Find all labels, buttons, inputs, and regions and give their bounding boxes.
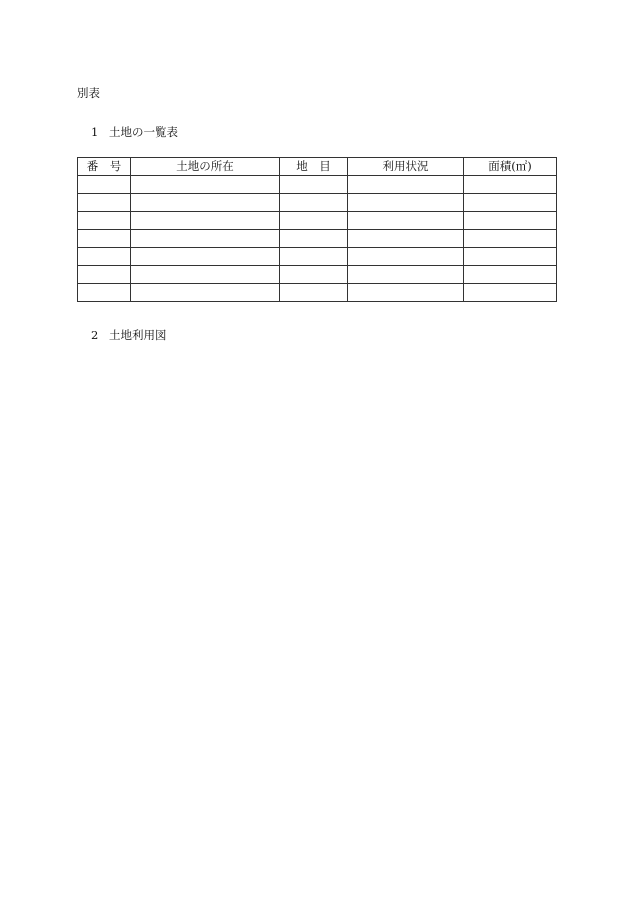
table-row	[78, 194, 557, 212]
table-cell	[464, 194, 557, 212]
table-cell	[131, 194, 280, 212]
table-row	[78, 284, 557, 302]
table-cell	[131, 248, 280, 266]
section-number: 2	[91, 328, 99, 342]
table-cell	[280, 194, 348, 212]
table-cell	[464, 176, 557, 194]
table-cell	[348, 284, 464, 302]
table-row	[78, 176, 557, 194]
table-body	[78, 176, 557, 302]
page-heading: 別表	[77, 86, 100, 100]
column-header-land-category: 地 目	[280, 158, 348, 176]
table-cell	[348, 212, 464, 230]
table-cell	[131, 230, 280, 248]
table-cell	[464, 248, 557, 266]
table-row	[78, 212, 557, 230]
table-cell	[280, 266, 348, 284]
table-row	[78, 266, 557, 284]
table-cell	[78, 230, 131, 248]
table-cell	[464, 266, 557, 284]
table-cell	[348, 248, 464, 266]
table-cell	[464, 212, 557, 230]
column-header-usage-status: 利用状況	[348, 158, 464, 176]
table-cell	[348, 194, 464, 212]
column-header-location: 土地の所在	[131, 158, 280, 176]
section-number: 1	[91, 125, 99, 139]
table-cell	[280, 212, 348, 230]
land-list-table	[77, 157, 557, 302]
table-cell	[131, 212, 280, 230]
table-cell	[78, 194, 131, 212]
table-cell	[348, 266, 464, 284]
table-cell	[131, 266, 280, 284]
table-cell	[280, 176, 348, 194]
table-header-row	[78, 158, 557, 176]
table-row	[78, 248, 557, 266]
table-cell	[78, 284, 131, 302]
section-title-land-list	[91, 124, 178, 140]
section-title-text: 土地利用図	[109, 328, 167, 342]
table-cell	[131, 284, 280, 302]
table-cell	[78, 248, 131, 266]
table-cell	[78, 266, 131, 284]
table-cell	[280, 284, 348, 302]
table-cell	[464, 284, 557, 302]
column-header-area: 面積(㎡)	[464, 158, 557, 176]
column-header-number: 番 号	[78, 158, 131, 176]
table-row	[78, 230, 557, 248]
table-cell	[280, 230, 348, 248]
section-title-land-use-map	[91, 327, 167, 343]
table-cell	[348, 230, 464, 248]
table-cell	[78, 176, 131, 194]
table-cell	[280, 248, 348, 266]
table-cell	[348, 176, 464, 194]
table-cell	[78, 212, 131, 230]
section-title-text: 土地の一覧表	[109, 125, 178, 139]
table-cell	[131, 176, 280, 194]
table-cell	[464, 230, 557, 248]
